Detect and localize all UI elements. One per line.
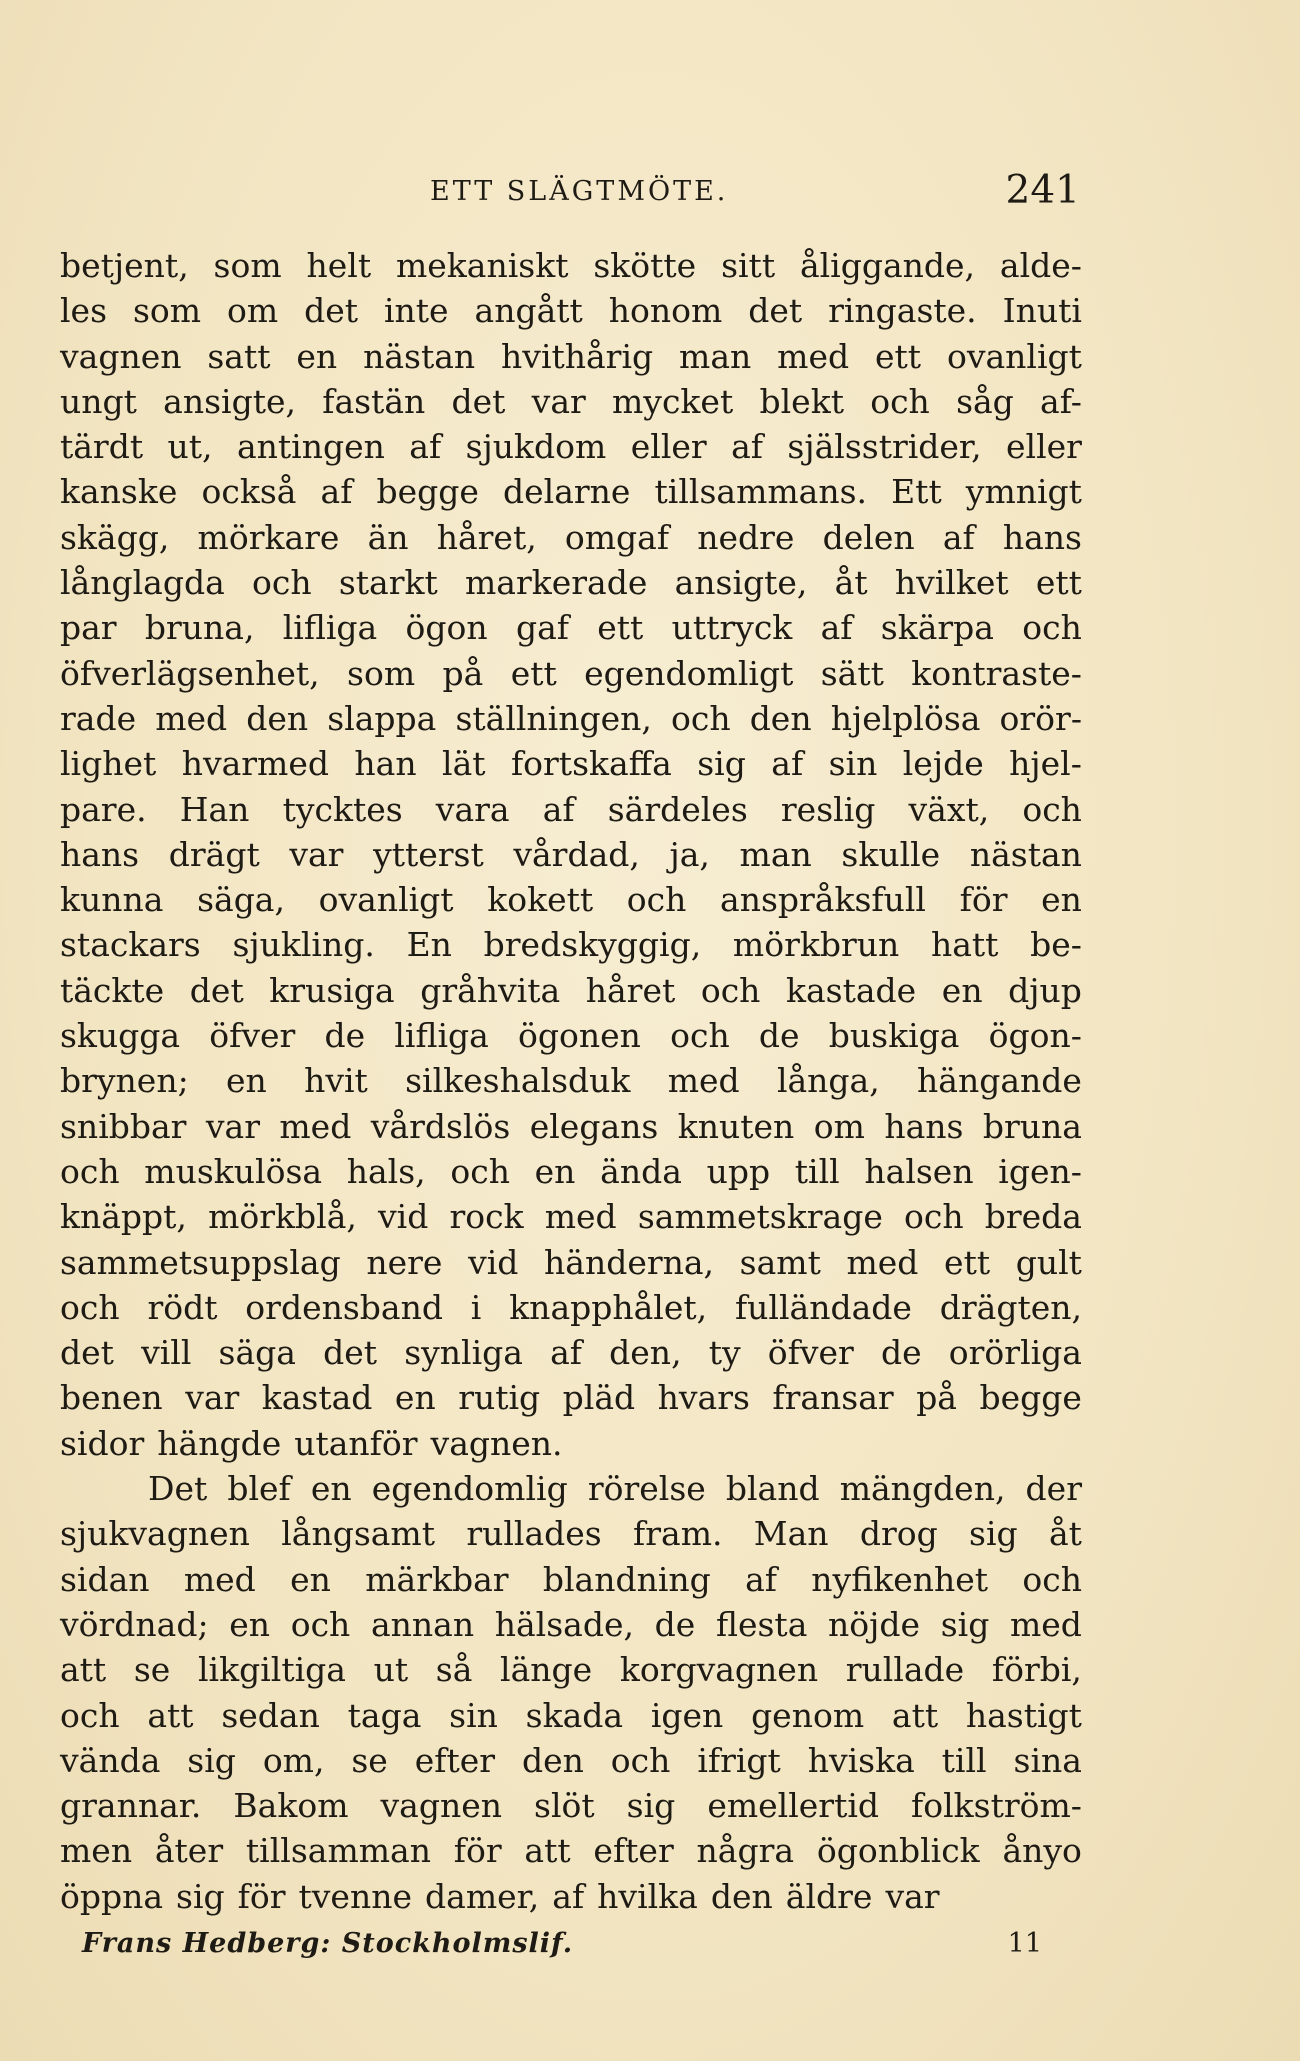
text-line: kunna säga, ovanligt kokett och anspråksfull för en — [60, 880, 1082, 920]
text-line: sjukvagnen långsamt rullades fram. Man drog sig åt — [60, 1514, 1082, 1554]
text-line: Det blef en egendomlig rörelse bland mängden, der — [148, 1469, 1082, 1509]
text-line: att se likgiltiga ut så länge korgvagnen rullade förbi, — [60, 1650, 1082, 1690]
running-head — [60, 168, 1080, 216]
text-line: snibbar var med vårdslös elegans knuten om hans bruna — [60, 1106, 1082, 1146]
text-line: men åter tillsamman för att efter några ögonblick ånyo — [60, 1831, 1082, 1871]
text-line: långlagda och starkt markerade ansigte, åt hvilket ett — [60, 563, 1082, 603]
running-title: ETT SLÄGTMÖTE. — [430, 176, 729, 207]
text-line: skugga öfver de lifliga ögonen och de buskiga ögon- — [60, 1016, 1082, 1056]
text-line: sammetsuppslag nere vid händerna, samt med ett gult — [60, 1242, 1082, 1282]
text-line: rade med den slappa ställningen, och den hjelplösa orör- — [60, 698, 1082, 738]
signature-mark: 11 — [1007, 1928, 1042, 1959]
text-line: stackars sjukling. En bredskyggig, mörkbrun hatt be- — [60, 925, 1082, 965]
text-line: täckte det krusiga gråhvita håret och kastade en djup — [60, 970, 1082, 1010]
text-line: och att sedan taga sin skada igen genom att hastigt — [60, 1695, 1082, 1735]
text-line: och rödt ordensband i knapphålet, fulländade drägten, — [60, 1287, 1082, 1327]
text-line: vända sig om, se efter den och ifrigt hviska till sina — [60, 1740, 1082, 1780]
text-line: lighet hvarmed han lät fortskaffa sig af sin lejde hjel- — [60, 744, 1082, 784]
text-line: det vill säga det synliga af den, ty öfver de orörliga — [60, 1333, 1082, 1373]
text-line: benen var kastad en rutig pläd hvars fransar på begge — [60, 1378, 1082, 1418]
text-line: par bruna, lifliga ögon gaf ett uttryck af skärpa och — [60, 608, 1082, 648]
text-line: les som om det inte angått honom det ringaste. Inuti — [60, 291, 1082, 331]
text-line: öppna sig för tvenne damer, af hvilka den äldre var — [60, 1876, 940, 1916]
text-line: ungt ansigte, fastän det var mycket blekt och såg af- — [60, 381, 1082, 421]
text-line: och muskulösa hals, och en ända upp till halsen igen- — [60, 1151, 1082, 1191]
text-line: skägg, mörkare än håret, omgaf nedre delen af hans — [60, 517, 1082, 557]
text-line: vördnad; en och annan hälsade, de flesta nöjde sig med — [60, 1604, 1082, 1644]
text-line: pare. Han tycktes vara af särdeles reslig växt, och — [60, 789, 1082, 829]
footer-attribution: Frans Hedberg: Stockholmslif. — [82, 1928, 574, 1959]
text-line: sidan med en märkbar blandning af nyfikenhet och — [60, 1559, 1082, 1599]
text-line: betjent, som helt mekaniskt skötte sitt åliggande, alde- — [60, 246, 1082, 285]
body-text — [60, 243, 1082, 1919]
text-line: kanske också af begge delarne tillsammans. Ett ymnigt — [60, 472, 1082, 512]
text-line: knäppt, mörkblå, vid rock med sammetskrage och breda — [60, 1197, 1082, 1237]
text-line: brynen; en hvit silkeshalsduk med långa, hängande — [60, 1061, 1082, 1101]
page-number: 241 — [1005, 168, 1080, 213]
page-footer — [82, 1928, 1042, 1968]
text-line: hans drägt var ytterst vårdad, ja, man skulle nästan — [60, 834, 1082, 874]
text-line: tärdt ut, antingen af sjukdom eller af själsstrider, eller — [60, 427, 1082, 467]
text-line: sidor hängde utanför vagnen. — [60, 1423, 563, 1463]
text-line: vagnen satt en nästan hvithårig man med ett ovanligt — [60, 336, 1082, 376]
text-line: öfverlägsenhet, som på ett egendomligt sätt kontraste- — [60, 653, 1082, 693]
text-line: grannar. Bakom vagnen slöt sig emellertid folkström- — [60, 1786, 1082, 1826]
